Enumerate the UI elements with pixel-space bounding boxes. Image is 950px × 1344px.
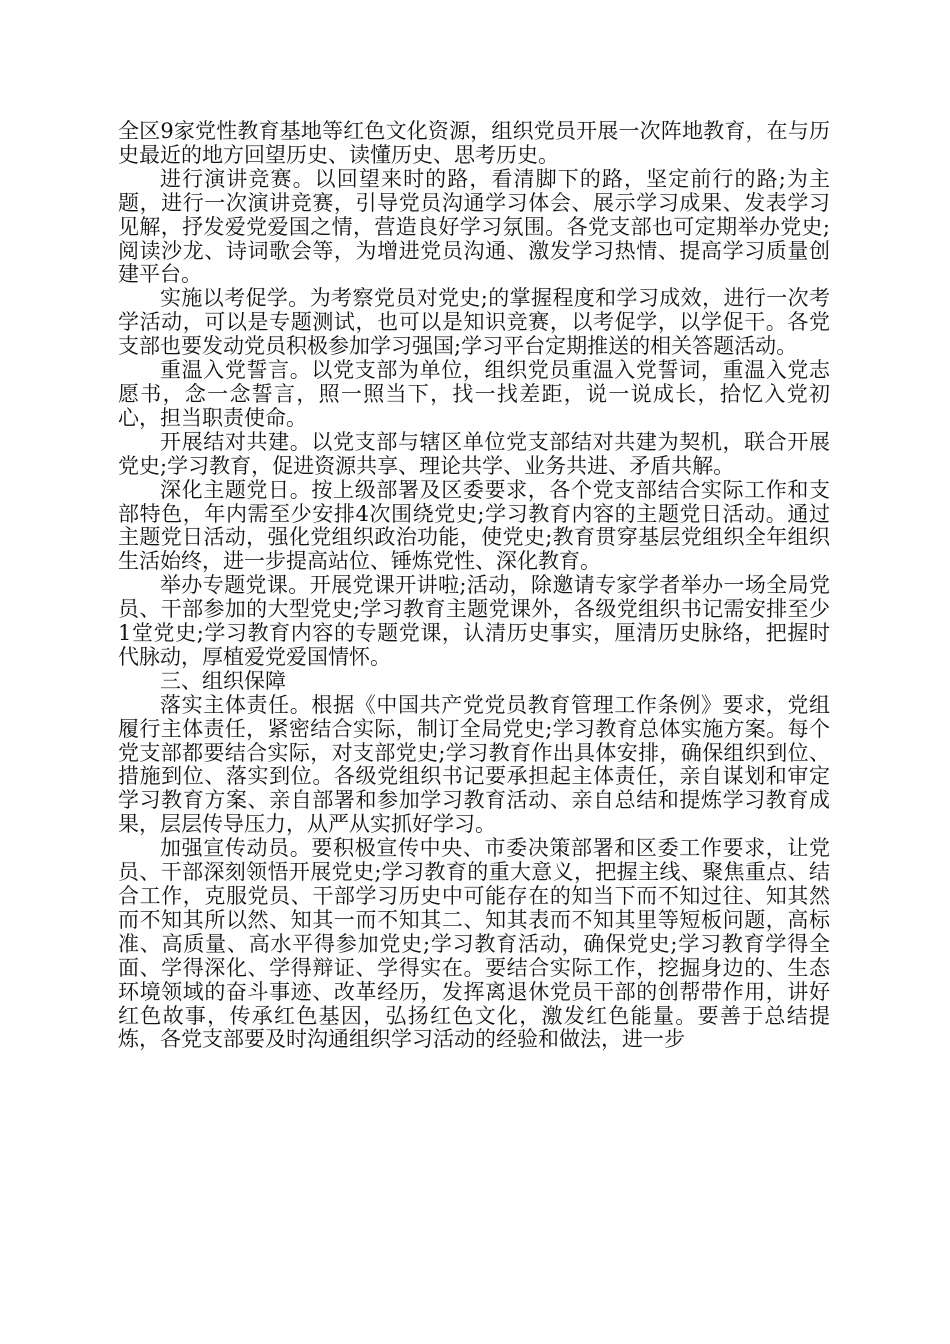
paragraph-responsibility: 落实主体责任。根据《中国共产党党员教育管理工作条例》要求，党组履行主体责任，紧密结合实际，制订全局党史;学习教育总体实施方案。每个党支部都要结合实际，对支部党史;学习教育作出具体安排，确保组织到位、措施到位、落实到位。各级党组织书记要承担起主体责任，亲自谋划和审定学习教育方案、亲自部署和参加学习教育活动、亲自总结和提炼学习教育成果，层层传导压力，从严从实抓好学习。 <box>118 692 830 837</box>
paragraph-speech-contest: 进行演讲竞赛。以回望来时的路，看清脚下的路，坚定前行的路;为主题，进行一次演讲竞赛，引导党员沟通学习体会、展示学习成果、发表学习见解，抒发爱党爱国之情，营造良好学习氛围。各党支部也可定期举办党史;阅读沙龙、诗词歌会等，为增进党员沟通、激发学习热情、提高学习质量创建平台。 <box>118 166 830 287</box>
section-heading: 三、组织保障 <box>160 668 286 693</box>
paragraph-intro: 全区9家党性教育基地等红色文化资源，组织党员开展一次阵地教育，在与历史最近的地方回望历史、读懂历史、思考历史。 <box>118 119 830 167</box>
paragraph-publicity: 加强宣传动员。要积极宣传中央、市委决策部署和区委工作要求，让党员、干部深刻领悟开展党史;学习教育的重大意义，把握主线、聚焦重点、结合工作，克服党员、干部学习历史中可能存在的知当下而不知过往、知其然而不知其所以然、知其一而不知其二、知其表而不知其里等短板问题，高标准、高质量、高水平得参加党史;学习教育活动，确保党史;学习教育学得全面、学得深化、学得辩证、学得实在。要结合实际工作，挖掘身边的、生态环境领域的奋斗事迹、改革经历，发挥离退休党员干部的创帮带作用，讲好红色故事，传承红色基因，弘扬红色文化，激发红色能量。要善于总结提炼，各党支部要及时沟通组织学习活动的经验和做法，进一步 <box>118 836 830 1052</box>
paragraph-oath: 重温入党誓言。以党支部为单位，组织党员重温入党誓词，重温入党志愿书，念一念誓言，照一照当下，找一找差距，说一说成长，拾忆入党初心，担当职责使命。 <box>118 358 830 430</box>
paragraph-theme-day: 深化主题党日。按上级部署及区委要求，各个党支部结合实际工作和支部特色，年内需至少安排4次围绕党史;学习教育内容的主题党日活动。通过主题党日活动，强化党组织政治功能，使党史;教育贯穿基层党组织全年组织生活始终，进一步提高站位、锤炼党性、深化教育。 <box>118 477 830 574</box>
paragraph-pairing: 开展结对共建。以党支部与辖区单位党支部结对共建为契机，联合开展党史;学习教育，促进资源共享、理论共学、业务共进、矛盾共解。 <box>118 429 830 478</box>
paragraph-party-lecture: 举办专题党课。开展党课开讲啦;活动，除邀请专家学者举办一场全局党员、干部参加的大型党史;学习教育主题党课外，各级党组织书记需安排至少1堂党史;学习教育内容的专题党课，认清历史事实，厘清历史脉络，把握时代脉动，厚植爱党爱国情怀。 <box>118 573 830 669</box>
paragraph-exam: 实施以考促学。为考察党员对党史;的掌握程度和学习成效，进行一次考学活动，可以是专题测试，也可以是知识竞赛，以考促学，以学促干。各党支部也要发动党员积极参加学习强国;学习平台定期推送的相关答题活动。 <box>118 286 830 359</box>
document-page <box>118 120 830 1052</box>
